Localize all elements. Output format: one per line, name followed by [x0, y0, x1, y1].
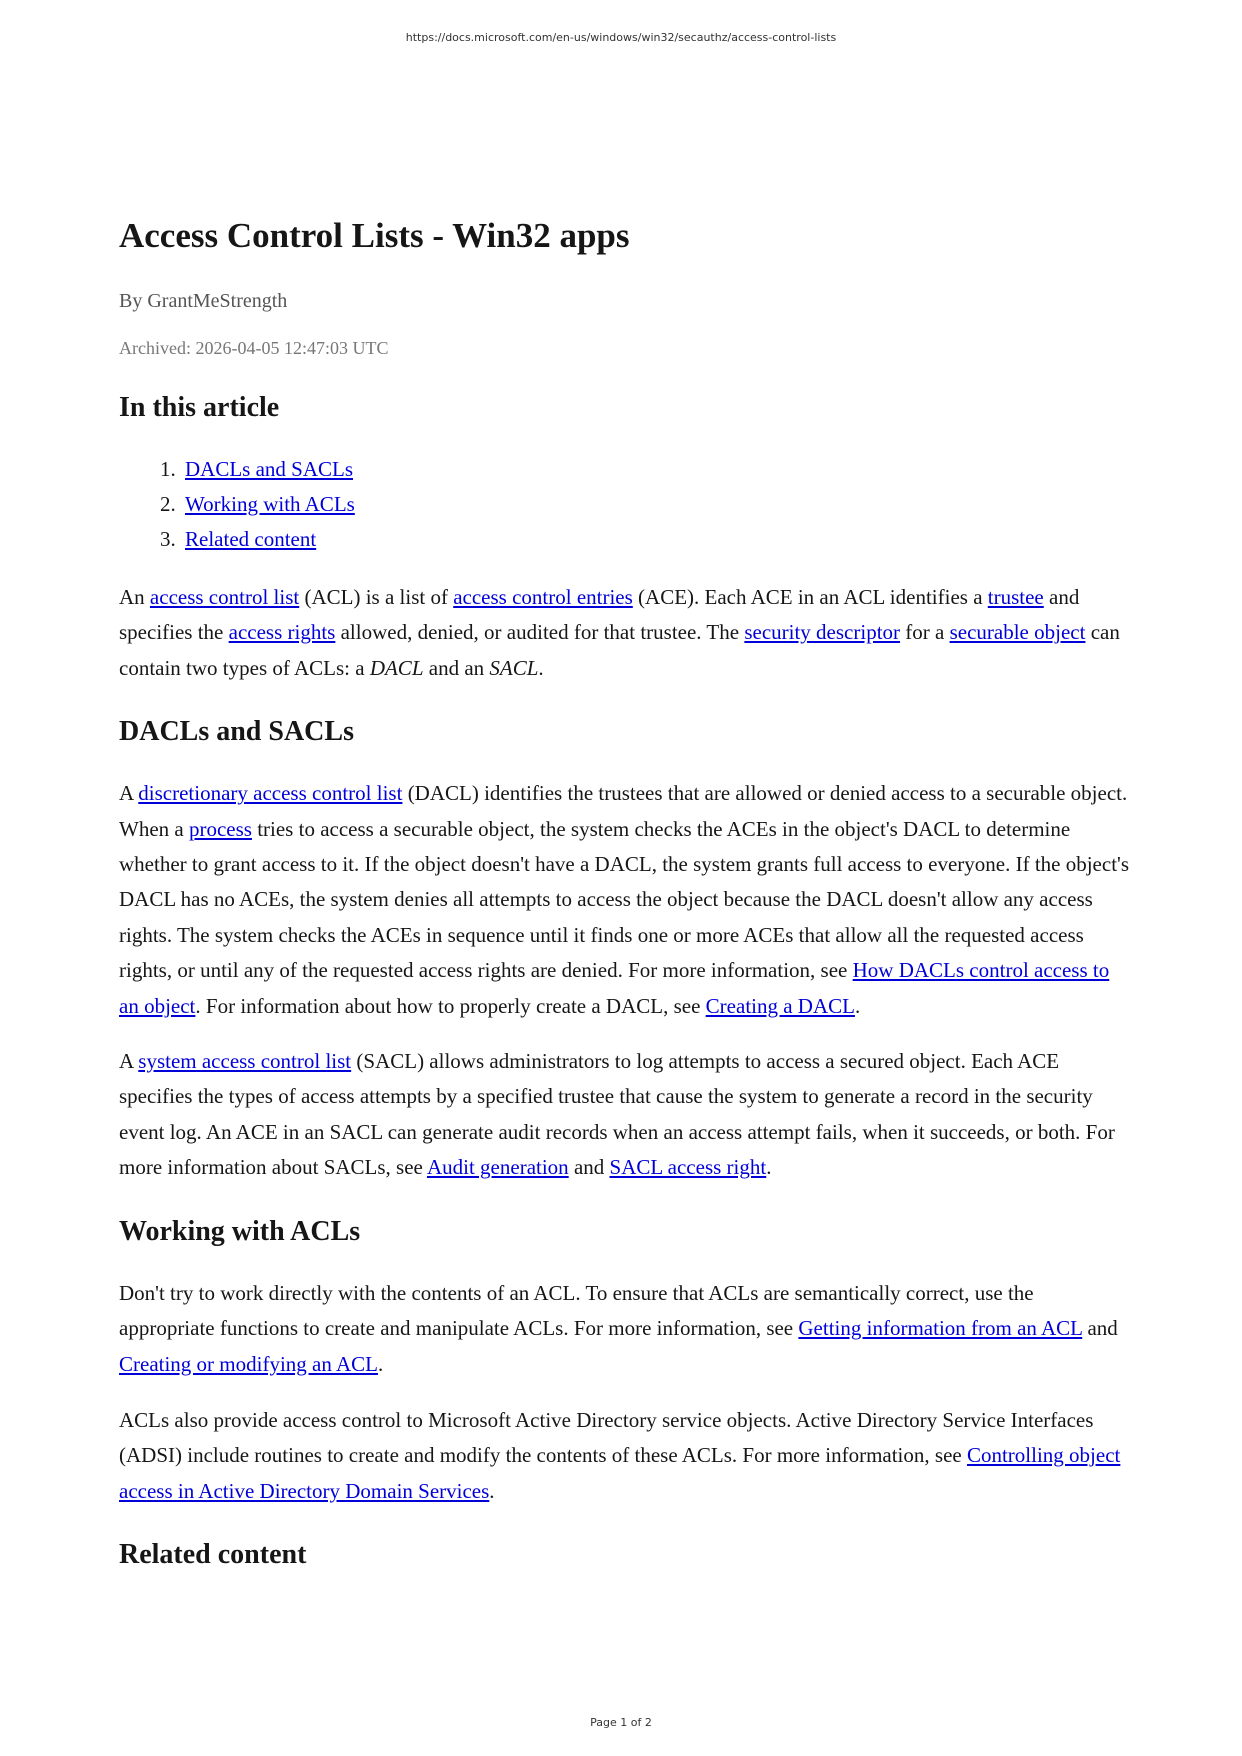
toc-item	[181, 452, 1129, 487]
link-trustee[interactable]: trustee	[987, 585, 1044, 609]
working-paragraph-1: Don't try to work directly with the contents of an ACL. To ensure that ACLs are semantically correct, use the appropriate functions to create and manipulate ACLs. For more information, see Getting information from an ACL and Creating or modifying an ACL.	[119, 1280, 1118, 1376]
link-securable-object[interactable]: securable object	[949, 620, 1086, 645]
link-audit-generation[interactable]: Audit generation	[426, 1155, 569, 1180]
link-system-access-control-list[interactable]: system access control list	[138, 1049, 352, 1074]
toc-link-working-with-acls[interactable]: Working with ACLs	[185, 492, 355, 516]
link-creating-or-modifying-an-acl[interactable]: Creating or modifying an ACL	[119, 1351, 378, 1376]
article-body	[119, 212, 1129, 1573]
link-creating-a-dacl[interactable]: Creating a DACL	[705, 993, 855, 1018]
section-heading-dacls-and-sacls: DACLs and SACLs	[119, 716, 354, 748]
link-security-descriptor[interactable]: security descriptor	[744, 620, 901, 645]
sacl-paragraph: A system access control list (SACL) allows administrators to log attempts to access a secured object. Each ACE specifies the types of access attempts by a specified trustee that cause the system to generate a record in the security event log. An ACE in an SACL can generate audit records when an access attempt fails, when it succeeds, or both. For more information about SACLs, see Audit generation and SACL access right.	[119, 1049, 1115, 1180]
link-access-control-list[interactable]: access control list	[149, 585, 300, 609]
link-discretionary-access-control-list[interactable]: discretionary access control list	[138, 781, 403, 806]
link-access-rights[interactable]: access rights	[228, 620, 336, 645]
archived-timestamp: Archived: 2026-04-05 12:47:03 UTC	[119, 338, 389, 358]
dacl-paragraph: A discretionary access control list (DACL) identifies the trustees that are allowed or denied access to a securable object. When a process tries to access a securable object, the system checks the ACEs in the object's DACL to determine whether to grant access to it. If the object doesn't have a DACL, the system grants full access to everyone. If the object's DACL has no ACEs, the system denies all attempts to access the object because the DACL doesn't allow any access rights. The system checks the ACEs in sequence until it finds one or more ACEs that allow all the requested access rights, or until any of the requested access rights are denied. For more information, see How DACLs control access to an object. For information about how to properly create a DACL, see Creating a DACL.	[119, 781, 1129, 1018]
link-sacl-access-right[interactable]: SACL access right	[609, 1155, 767, 1180]
link-process[interactable]: process	[188, 816, 252, 841]
toc-link-dacls-and-sacls[interactable]: DACLs and SACLs	[185, 457, 354, 481]
working-paragraph-2: ACLs also provide access control to Microsoft Active Directory service objects. Active Directory Service Interfaces (ADSI) include routines to create and modify the contents of these ACLs. For more information, see Controlling object access in Active Directory Domain Services.	[119, 1407, 1121, 1503]
page-url-header: https://docs.microsoft.com/en-us/windows/win32/secauthz/access-control-lists	[405, 31, 837, 44]
toc-item	[181, 522, 1129, 557]
toc-link-related-content[interactable]: Related content	[185, 527, 317, 551]
link-controlling-object-access-adds[interactable]: Controlling object access in Active Directory Domain Services	[119, 1443, 1121, 1503]
section-heading-working-with-acls: Working with ACLs	[119, 1215, 361, 1247]
link-getting-information-from-an-acl[interactable]: Getting information from an ACL	[798, 1316, 1083, 1341]
link-how-dacls-control-access[interactable]: How DACLs control access to an object	[119, 958, 1110, 1018]
link-access-control-entries[interactable]: access control entries	[453, 585, 633, 609]
intro-paragraph: An access control list (ACL) is a list of access control entries (ACE). Each ACE in an ACL identifies a trustee and specifies the access rights allowed, denied, or audited for that trustee. The security descriptor for a securable object can contain two types of ACLs: a DACL and an SACL.	[119, 585, 1120, 680]
section-heading-related-content: Related content	[119, 1539, 307, 1571]
toc-heading: In this article	[119, 392, 280, 423]
table-of-contents	[119, 452, 1129, 557]
author-byline: By GrantMeStrength	[119, 290, 288, 312]
page-number: Page 1 of 2	[590, 1716, 652, 1729]
page-title: Access Control Lists - Win32 apps	[119, 216, 630, 255]
toc-item	[181, 487, 1129, 522]
